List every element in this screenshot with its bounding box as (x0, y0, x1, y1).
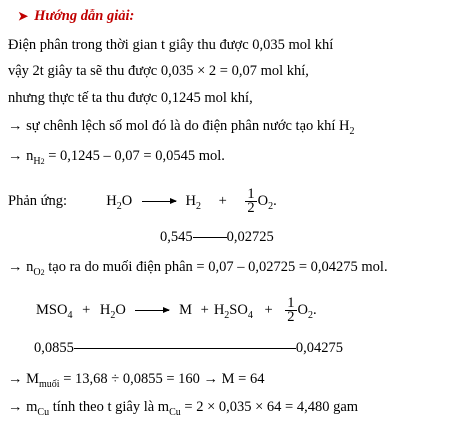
mcu-line (8, 398, 358, 422)
arrow-bullet-icon: ➤ (18, 9, 29, 23)
no2-rest: tạo ra do muối điện phân = 0,07 – 0,02725 = 0,04275 mol. (44, 259, 388, 275)
mmuoi-rest: = 13,68 ÷ 0,0855 = 160 → M = 64 (59, 371, 265, 387)
nh2-rest: = 0,1245 – 0,07 = 0,0545 mol. (44, 148, 225, 164)
reaction2-arrow-icon (135, 310, 169, 311)
no2-sub: O2 (33, 267, 45, 278)
r2-product2: $H_2SO_4$ (213, 302, 253, 321)
r2-fraction (285, 297, 296, 324)
no2-prefix: → n (8, 259, 34, 275)
text-line-4 (8, 117, 355, 141)
reaction-label: Phản ứng: (8, 193, 68, 209)
text-line-2: vậy 2t giây ta sẽ thu được 0,035 × 2 = 0,07 mol khí, (8, 63, 309, 79)
heading-text: Hướng dẫn giải: (34, 8, 135, 24)
r2-plus2: + (200, 302, 209, 318)
r2-amount-dash (74, 348, 296, 349)
no2-line (8, 258, 388, 282)
reaction-2-amounts (34, 339, 343, 357)
mmuoi-sub: muối (39, 379, 60, 390)
r2-frac-den: 2 (287, 309, 295, 326)
mcu-sub2: Cu (169, 407, 181, 418)
r2-o2: $O_2$. (297, 302, 317, 321)
reaction-2 (36, 296, 317, 330)
r2-amount-left: 0,0855 (34, 340, 74, 356)
mmuoi-prefix: → M (8, 371, 40, 387)
text-line-1: Điện phân trong thời gian t giây thu được 0,035 mol khí (8, 37, 334, 53)
nh2-line (8, 147, 225, 171)
nh2-prefix: → n (8, 148, 34, 164)
r2-reactant1: $MSO_4$ (36, 302, 73, 321)
solution-heading (18, 7, 134, 25)
r1-frac-den: 2 (247, 200, 255, 217)
reaction-1-amounts (160, 228, 274, 246)
r1-product: $H_2$ (185, 193, 201, 212)
r1-amount-left: 0,545 (160, 229, 193, 245)
text-line-3: nhưng thực tế ta thu được 0,1245 mol khí, (8, 90, 253, 106)
r2-product1: M (179, 302, 192, 318)
r1-o2: $O_2$. (257, 193, 277, 212)
r1-amount-dash (193, 237, 227, 238)
r2-plus3: + (264, 302, 273, 318)
r1-fraction (245, 188, 256, 215)
r2-reactant2: $H_2O$ (99, 302, 126, 321)
text-line-4-sub: 2 (349, 126, 355, 137)
reaction-1 (8, 187, 277, 221)
mmuoi-line (8, 370, 264, 394)
nh2-sub: H2 (33, 156, 45, 167)
r1-plus: + (218, 193, 227, 209)
mcu-mid: tính theo t giây là m (49, 399, 170, 415)
r1-frac-num: 1 (247, 186, 255, 203)
mcu-rest: = 2 × 0,035 × 64 = 4,480 gam (180, 399, 359, 415)
r2-frac-num: 1 (287, 295, 295, 312)
r2-plus1: + (82, 302, 91, 318)
r1-amount-right: 0,02725 (226, 229, 274, 245)
reaction-arrow-icon (142, 201, 176, 202)
r2-amount-right: 0,04275 (295, 340, 343, 356)
mcu-sub: Cu (37, 407, 50, 418)
text-line-4-main: → sự chênh lệch số mol đó là do điện phân nước tạo khí H (8, 118, 350, 134)
mcu-prefix: → m (8, 399, 38, 415)
r1-reactant: $H_2O$ (106, 193, 133, 212)
